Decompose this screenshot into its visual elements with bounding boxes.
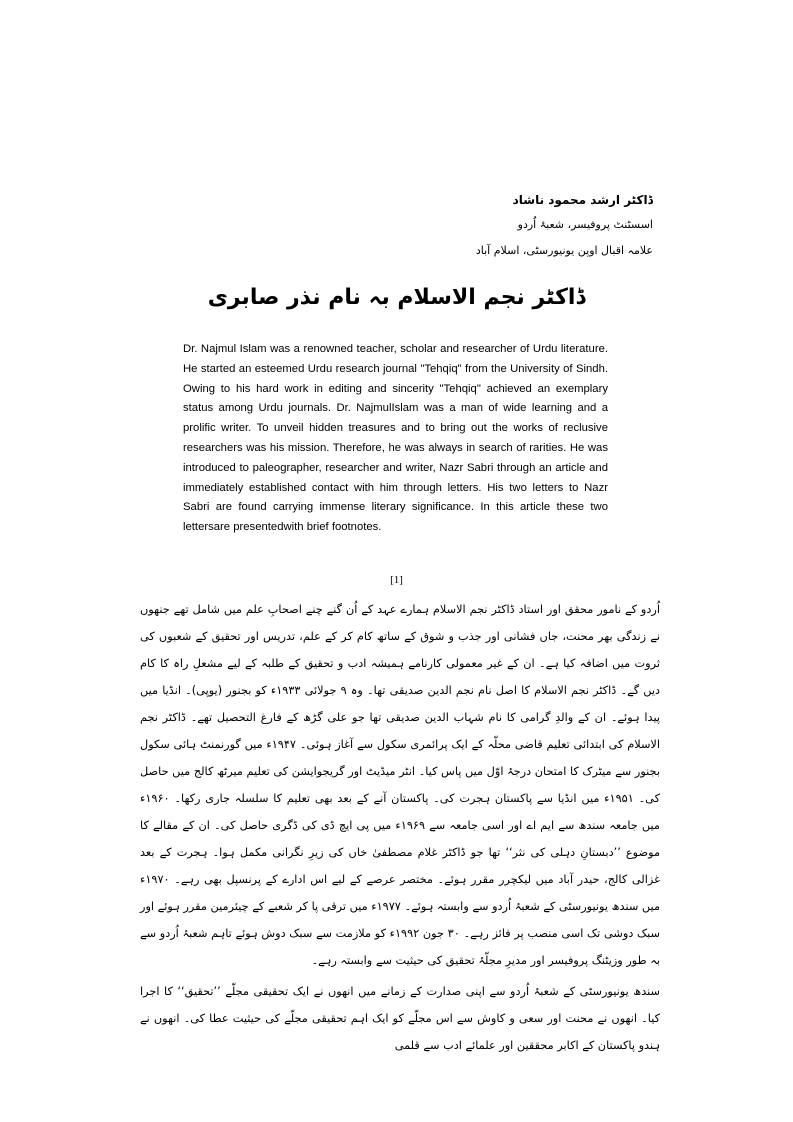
section-number: [1] <box>390 574 403 586</box>
body-paragraph-1: اُردو کے نامور محقق اور استاد ڈاکٹر نجم الاسلام ہمارے عہد کے اُن گنے چنے اصحابِ علم میں شامل تھے جنھوں نے زندگی بھر محنت، جاں فشانی اور جذب و شوق کے ساتھ کام کر کے علم، تدریس اور تحقیق کے شعبوں کی ثروت میں اضافہ کیا ہے۔ ان کے غیر معمولی کارنامے ہمیشہ ادب و تحقیق کے طلبہ کے لیے مشعلِ راہ کا کام دیں گے۔ ڈاکٹر نجم الاسلام کا اصل نام نجم الدین صدیقی تھا۔ وہ ۹ جولائی ۱۹۳۳ء کو بجنور (یوپی)۔ انڈیا میں پیدا ہوئے۔ ان کے والدِ گرامی کا نام شہاب الدین صدیقی تھا جو علی گڑھ کے فارغ التحصیل تھے۔ ڈاکٹر نجم الاسلام کی ابتدائی تعلیم قاضی محلّہ کے ایک پرائمری سکول سے آغاز ہوئی۔ ۱۹۴۷ء میں گورنمنٹ ہائی سکول بجنور سے میٹرک کا امتحان درجۂ اوّل میں پاس کیا۔ انٹر میڈیٹ اور گریجوایشن کی تعلیم میرٹھ کالج میں حاصل کی۔ ۱۹۵۱ء میں انڈیا سے پاکستان ہجرت کی۔ پاکستان آنے کے بعد بھی تعلیم کا سلسلہ جاری رکھا۔ ۱۹۶۰ء میں جامعہ سندھ سے ایم اے اور اسی جامعہ سے ۱۹۶۹ء میں پی ایچ ڈی کی ڈگری حاصل کی۔ ان کے مقالے کا موضوع ’’دبستانِ دہلی کی نثر‘‘ تھا جو ڈاکٹر غلام مصطفیٰ خاں کی زیرِ نگرانی مکمل ہوا۔ ہجرت کے بعد غزالی کالج، حیدر آباد میں لیکچرر مقرر ہوئے۔ مختصر عرصے کے لیے اس ادارے کے پرنسپل بھی رہے۔ ۱۹۷۰ء میں سندھ یونیورسٹی کے شعبۂ اُردو سے وابستہ ہوئے۔ ۱۹۷۷ء میں ترقی پا کر شعبے کے چیئرمین مقرر ہوئے اور سبک دوشی تک اسی منصب پر فائز رہے۔ ۳۰ جون ۱۹۹۲ء کو ملازمت سے سبک دوش ہوئے تاہم شعبۂ اُردو سے بہ طور وزیٹنگ پروفیسر اور مدیرِ مجلّۂ تحقیق کی حیثیت سے وابستہ رہے۔ <box>140 603 660 967</box>
author-name: ڈاکٹر ارشد محمود ناشاد <box>512 193 653 207</box>
author-affiliation: علامہ اقبال اوپن یونیورسٹی، اسلام آباد <box>475 244 653 257</box>
abstract: Dr. Najmul Islam was a renowned teacher, scholar and researcher of Urdu literature. He started an esteemed Urdu research journal "Tehqiq" from the University of Sindh. Owing to his hard work in editing and sincerity "Tehqiq" achieved an exemplary status among Urdu journals. Dr. NajmulIslam was a man of wide learning and a prolific writer. To unveil hidden treasures and to bring out the works of reclusive researchers was his mission. Therefore, he was always in search of rarities. He was introduced to paleographer, researcher and writer, Nazr Sabri through an article and immediately established contact with him through letters. His two letters to Nazr Sabri are found carrying immense literary significance. In this article these two lettersare presentedwith brief footnotes. <box>183 343 608 534</box>
body-paragraph-2: سندھ یونیورسٹی کے شعبۂ اُردو سے اپنی صدارت کے زمانے میں انھوں نے ایک تحقیقی مجلّے ’’تحقیق‘‘ کا اجرا کیا۔ انھوں نے محنت اور سعی و کاوش سے اس مجلّے کو ایک اہم تحقیقی مجلّے کی حیثیت عطا کی۔ انھوں نے ہندو پاکستان کے اکابر محققین اور علمائے ادب سے قلمی <box>140 985 660 1052</box>
body-text <box>140 596 660 1059</box>
article-title: ڈاکٹر نجم الاسلام بہ نام نذر صابری <box>207 285 586 310</box>
author-designation: اسسٹنٹ پروفیسر، شعبۂ اُردو <box>517 218 653 231</box>
author-block <box>476 188 653 264</box>
